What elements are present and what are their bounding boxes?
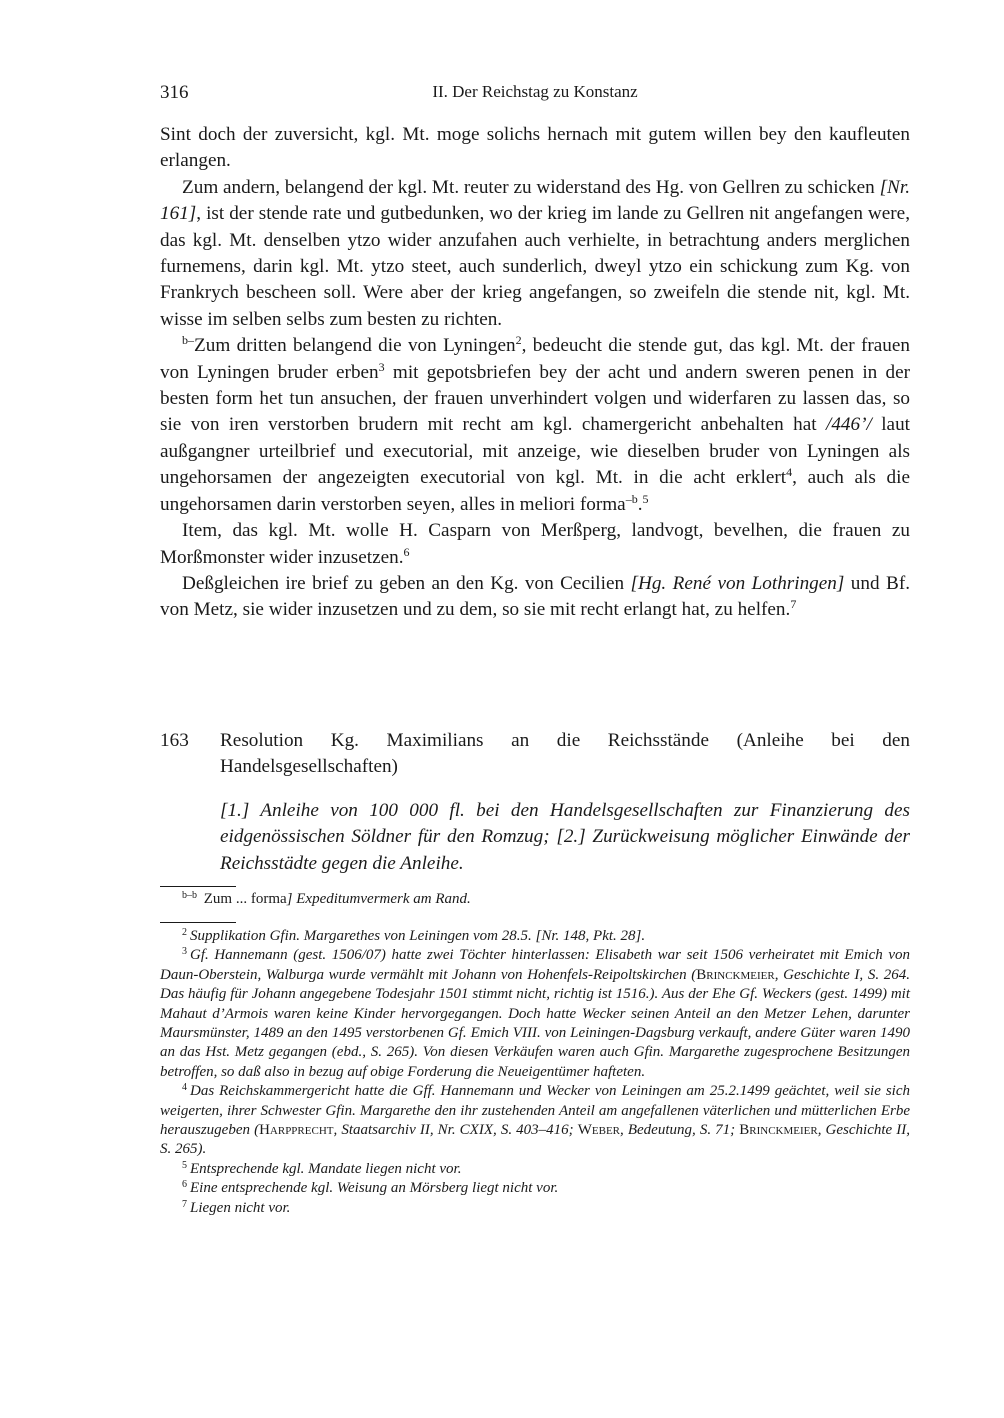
paragraph-5: Deßgleichen ire brief zu geben an den Kg. von Cecilien [Hg. René von Lothringen] und Bf. von Metz, sie wider inzusetzen und zu dem, so sie mit recht erlangt hat, zu helfen.$^7$ [160, 572, 911, 621]
footnote-ref: 3 [378, 359, 385, 374]
footnote-ref: 5 [642, 491, 649, 506]
textual-note: $^{b-b}$ Zum ... forma] Expeditumvermerk am Rand. [182, 890, 471, 907]
paragraph-4: Item, das kgl. Mt. wolle H. Casparn von Merßperg, landvogt, bevelhen, die frauen zu Morßmonster wider inzusetzen.$^6$ [160, 520, 910, 568]
author-name: Brinckmeier [696, 966, 775, 983]
running-head-title: II. Der Reichstag zu Konstanz [432, 82, 638, 101]
footnote-6: $^6$ Eine entsprechende kgl. Weisung an Mörsberg liegt nicht vor. [182, 1179, 559, 1197]
footnote-4: $^4$ Das Reichskammergericht hatte die Gff. Hannemann und Wecker von Leiningen am 25.2.1499 geächtet, weil sie sich weigerten, ihrer Schwester Gfin. Margarethe den ihr zustehenden Anteil am angefallenen väterlichen und mütterlichen Erbe herauszugeben (Harpprecht, Staatsarchiv II, Nr. CXIX, S. 403–416; Weber, Bedeutung, S. 71; Brinckmeier, Geschichte II, S. 265). [160, 1082, 911, 1158]
author-name: Weber [577, 1122, 621, 1139]
main-text [160, 122, 910, 624]
textual-notes [160, 890, 910, 909]
document-heading [160, 728, 910, 781]
footnotes [160, 927, 910, 1218]
footnote-ref: 2 [515, 333, 522, 348]
footnote-ref: 6 [403, 544, 410, 559]
folio-mark: /446’/ [825, 414, 872, 436]
footnote-ref: 4 [786, 465, 793, 480]
footnote-2: $^2$ Supplikation Gfin. Margarethes von Leiningen vom 28.5. [Nr. 148, Pkt. 28]. [182, 927, 646, 944]
document-title: Resolution Kg. Maximilians an die Reichsstände (Anleihe bei den Handelsgesellschaften) [220, 730, 910, 778]
paragraph-1: Sint doch der zuversicht, kgl. Mt. moge solichs hernach mit gutem willen bey den kaufleuten erlangen. [160, 124, 910, 172]
author-name: Harpprecht [259, 1122, 334, 1139]
textual-notes-divider [160, 886, 236, 887]
textual-note-mark: –b [625, 491, 638, 506]
paragraph-3: $^{b-}$Zum dritten belangend die von Lyningen$^2$, bedeucht die stende gut, das kgl. Mt. der frauen von Lyningen bruder erben$^3$ mit gepotsbriefen bey der acht und andern sweren penen in der besten form het tun ansuchen, der frauen unverhindert volgen und widerfaren zu lassen das, so sie von iren verstorben brudern mit recht am kgl. chamergericht anbehalten hat /446’/ laut außgangner urteilbrief und executorial, mit anzeige, wie dieselben bruder von Lyningen als ungehorsamen der angezeigten executorial von kgl. Mt. in die acht erklert$^4$, auch als die ungehorsamen darin verstorben seyen, alles in meliori forma$^{-b}$.$^5$ [160, 333, 911, 515]
regest: [1.] Anleihe von 100 000 fl. bei den Handelsgesellschaften zur Finanzierung des eidgenössischen Söldner für den Romzug; [2.] Zurückweisung möglicher Einwände der Reichsstädte gegen die Anleihe. [220, 800, 910, 874]
paragraph-2: Zum andern, belangend der kgl. Mt. reuter zu widerstand des Hg. von Gellren zu schicken [Nr. 161], ist der stende rate und gutbedunken, wo der krieg im lande zu Gellren nit angefangen were, das kgl. Mt. denselben ytzo wider anzufahen auch verhielte, in betrachtung anders merglichen furnemens, darin kgl. Mt. ytzo steet, auch sunderlich, dweyl ytzo ein schickung zum Kg. von Frankrych bescheen soll. Were aber der krieg angefangen, so zweifeln die stende nit, kgl. Mt. wisse im selben selbs zum besten zu richten. [160, 176, 910, 330]
cross-reference: [Hg. René von Lothringen] [630, 572, 845, 594]
document-number: 163 [160, 730, 189, 751]
author-name: Brinckmeier [739, 1122, 818, 1139]
textual-note-mark: b– [182, 333, 194, 348]
page-number: 316 [160, 82, 189, 103]
footnote-7: $^7$ Liegen nicht vor. [182, 1198, 291, 1216]
footnote-5: $^5$ Entsprechende kgl. Mandate liegen nicht vor. [182, 1159, 462, 1177]
running-head [160, 82, 910, 106]
footnote-3: $^3$ Gf. Hannemann (gest. 1506/07) hatte zwei Töchter hinterlassen: Elisabeth war seit 1506 verheiratet mit Emich von Daun-Oberstein, Walburga wurde vermählt mit Johann von Hohenfels-Reipoltskirchen (Brinckmeier, Geschichte I, S. 264. Das häufig für Johann angegebene Todesjahr 1501 stimmt nicht, richtig ist 1516.). Aus der Ehe Gf. Weckers (gest. 1499) mit Mahaut d’Armois waren keine Kinder hervorgegangen. Doch hatte Wecker seinen Anteil an den Metzer Lehen, darunter Maursmünster, 1489 an den 1495 verstorbenen Gf. Emich VIII. von Leiningen-Dagsburg verkauft, andere Güter waren 1490 an das Hst. Metz gegangen (ebd., S. 265). Von diesen Verkäufen waren auch Gfin. Margarethe zugesprochene Besitzungen betroffen, so daß also in bezug auf obige Forderung die Neueigentümer hafteten. [160, 946, 910, 1080]
footnote-ref: 7 [790, 597, 797, 612]
cross-reference: [Nr. 161] [160, 176, 910, 225]
footnotes-divider [160, 922, 236, 923]
